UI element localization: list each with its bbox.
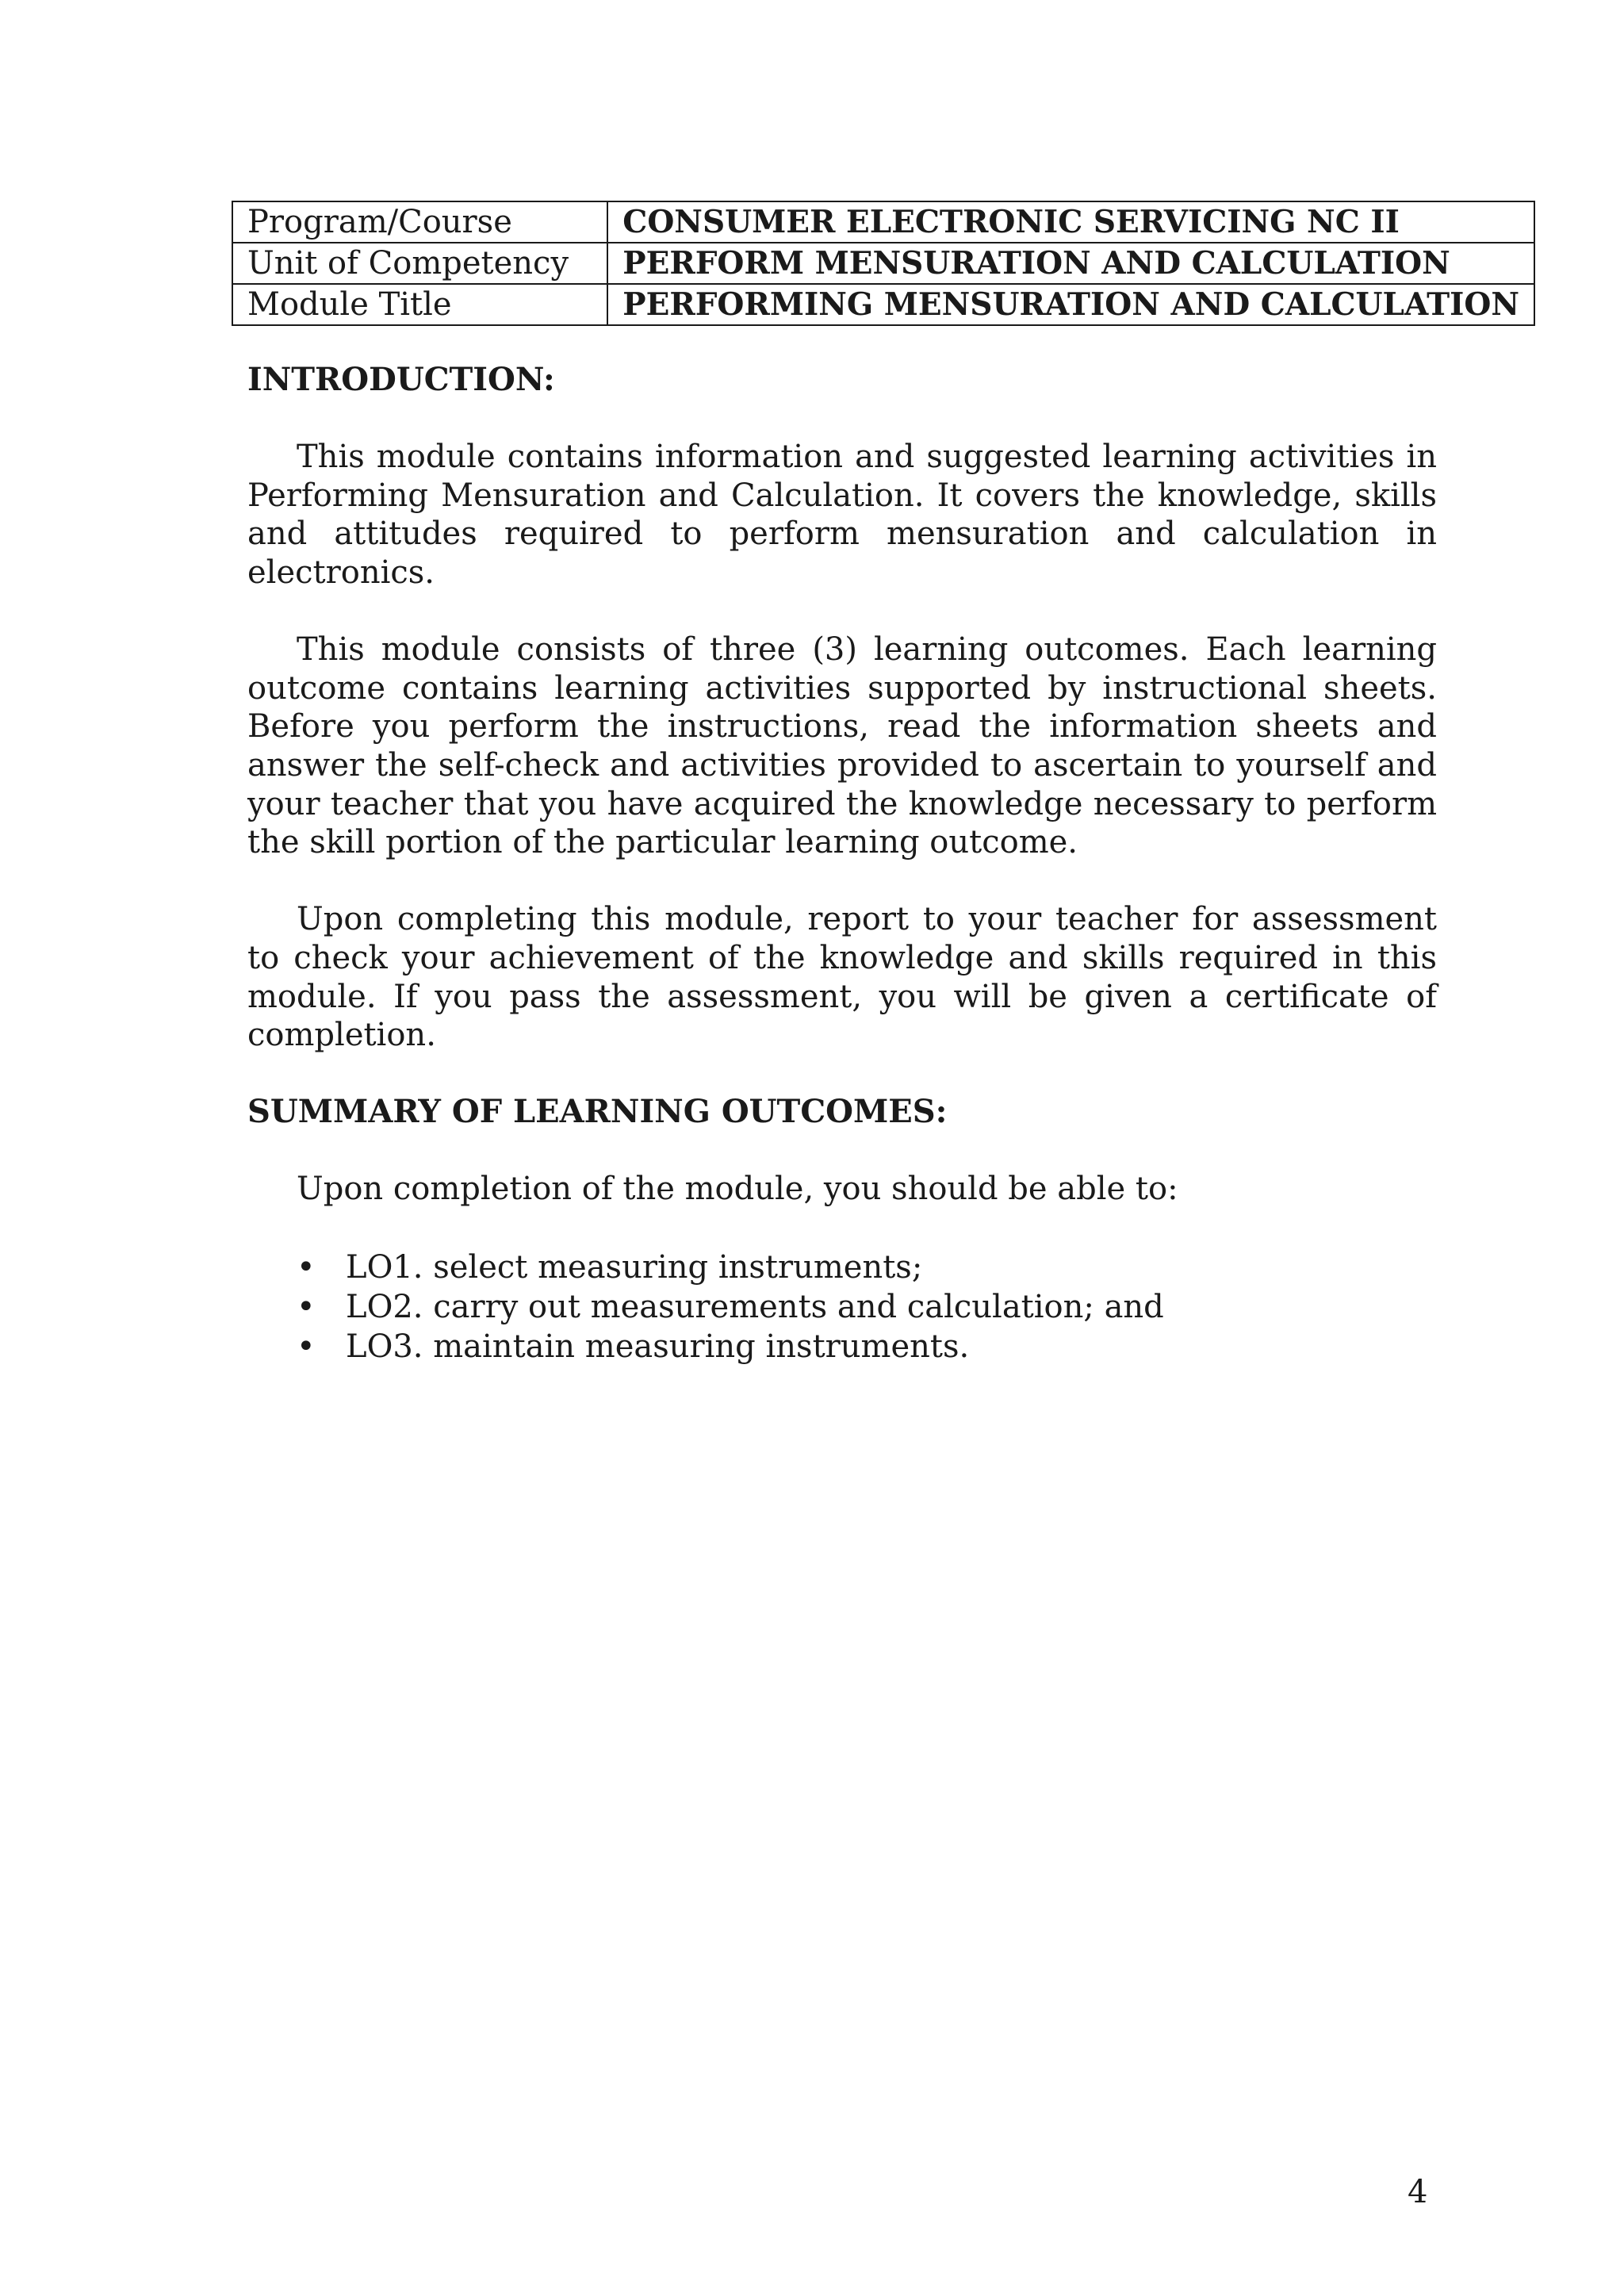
introduction-paragraph-2: This module consists of three (3) learning outcomes. Each learning outcome contains learning activities supported by instructional sheets. Before you perform the instructions, read the information sheets and answer the self-check and activities provided to ascertain to yourself and your teacher that you have acquired the knowledge necessary to perform the skill portion of the particular learning outcome. <box>247 631 1437 861</box>
table-row <box>232 284 1534 325</box>
introduction-paragraph-3: Upon completing this module, report to your teacher for assessment to check your achievement of the knowledge and skills required in this module. If you pass the assessment, you will be given a certificate of completion. <box>247 901 1437 1054</box>
bullet-icon: • <box>297 1248 316 1286</box>
module-title-value: PERFORMING MENSURATION AND CALCULATION <box>607 284 1534 325</box>
outcome-lo2: LO2. carry out measurements and calculation; and <box>346 1288 1164 1325</box>
program-course-label: Program/Course <box>232 201 607 243</box>
program-course-value: CONSUMER ELECTRONIC SERVICING NC II <box>607 201 1534 243</box>
unit-of-competency-value: PERFORM MENSURATION AND CALCULATION <box>607 243 1534 284</box>
section-spacer <box>247 1055 1437 1094</box>
bullet-icon: • <box>297 1328 316 1365</box>
introduction-paragraph-1: This module contains information and suggested learning activities in Performing Mensuration and Calculation. It covers the knowledge, skills and attitudes required to perform mensuration and calculation in electronics. <box>247 439 1437 591</box>
outcome-lo3: LO3. maintain measuring instruments. <box>346 1328 970 1365</box>
summary-heading: SUMMARY OF LEARNING OUTCOMES: <box>247 1093 948 1131</box>
list-item <box>297 1248 1437 1287</box>
module-title-label: Module Title <box>232 284 607 325</box>
module-info-table <box>232 201 1535 326</box>
document-body <box>247 361 1437 1366</box>
list-item <box>297 1287 1437 1327</box>
unit-of-competency-label: Unit of Competency <box>232 243 607 284</box>
summary-lead: Upon completion of the module, you should be able to: <box>297 1171 1178 1208</box>
list-item <box>297 1327 1437 1366</box>
table-row <box>232 243 1534 284</box>
outcome-lo1: LO1. select measuring instruments; <box>346 1248 923 1286</box>
page-number: 4 <box>1408 2174 1428 2210</box>
introduction-heading: INTRODUCTION: <box>247 361 555 398</box>
table-row <box>232 201 1534 243</box>
bullet-icon: • <box>297 1288 316 1325</box>
learning-outcomes-list <box>247 1248 1437 1366</box>
